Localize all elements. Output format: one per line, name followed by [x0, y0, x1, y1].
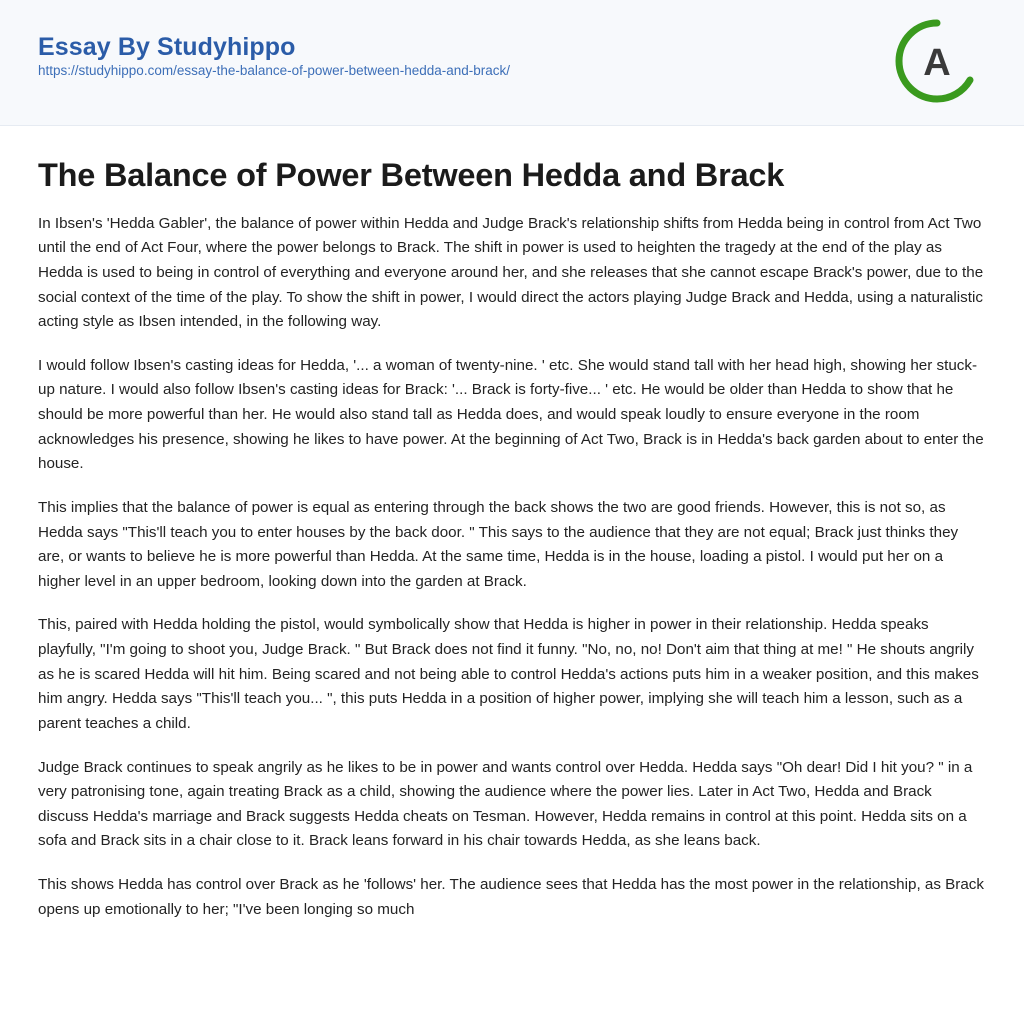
article-paragraph: Judge Brack continues to speak angrily as he likes to be in power and wants control over Hedda. Hedda says "Oh dear! Did I hit you? " in a very patronising tone, again treating Brack as a child, showing the audience where the power lies. Later in Act Two, Hedda and Brack discuss Hedda's marriage and Brack suggests Hedda cheats on Tesman. However, Hedda remains in control at this point. Hedda sits on a sofa and Brack sits in a chair close to it. Brack leans forward in his chair towards Hedda, as she leans back.: [38, 758, 973, 850]
article-body: [0, 126, 1024, 942]
article-paragraph: This, paired with Hedda holding the pistol, would symbolically show that Hedda is higher in power in their relationship. Hedda speaks playfully, "I'm going to shoot you, Judge Brack. " But Brack does not find it funny. "No, no, no! Don't aim that thing at me! " He shouts angrily as he is scared Hedda will hit him. Being scared and not being able to control Hedda's actions puts him in a weaker position, and this makes him angry. Hedda says "This'll teach you... ", this puts Hedda in a position of higher power, implying she will teach him a lesson, such as a parent teaches a child.: [38, 616, 979, 732]
svg-text:A: A: [923, 42, 951, 84]
article-paragraph: This implies that the balance of power is equal as entering through the back shows the two are good friends. However, this is not so, as Hedda says "This'll teach you to enter houses by the back door. " This says to the audience that they are not equal; Brack just thinks they are, or wants to believe he is more powerful than Hedda. At the same time, Hedda is in the house, loading a pistol. I would put her on a higher level in an upper bedroom, looking down into the garden at Brack.: [38, 498, 959, 590]
article-paragraph: In Ibsen's 'Hedda Gabler', the balance of power within Hedda and Judge Brack's relationship shifts from Hedda being in control from Act Two until the end of Act Four, where the power belongs to Brack. The shift in power is used to heighten the tragedy at the end of the play as Hedda is used to being in control of everything and everyone around her, and she releases that she cannot escape Brack's power, due to the social context of the time of the play. To show the shift in power, I would direct the actors playing Judge Brack and Hedda, using a naturalistic acting style as Ibsen intended, in the following way.: [38, 214, 984, 331]
article-paragraph: This shows Hedda has control over Brack as he 'follows' her. The audience sees that Hedda has the most power in the relationship, as Brack opens up emotionally to her; "I've been longing so much: [38, 876, 984, 918]
studyhippo-circle-a-logo-icon: [894, 18, 980, 104]
site-brand: Essay By Studyhippo: [38, 33, 296, 61]
article-paragraph: I would follow Ibsen's casting ideas for Hedda, '... a woman of twenty-nine. ' etc. She would stand tall with her head high, showing her stuck-up nature. I would also follow Ibsen's casting ideas for Brack: '... Brack is forty-five... ' etc. He would be older than Hedda to show that he should be more powerful than her. He would also stand tall as Hedda does, and would speak loudly to ensure everyone in the room acknowledges his presence, showing he likes to have power. At the beginning of Act Two, Brack is in Hedda's back garden about to enter the house.: [38, 356, 984, 473]
source-url-link[interactable]: https://studyhippo.com/essay-the-balance-of-power-between-hedda-and-brack/: [38, 62, 511, 78]
page-title: The Balance of Power Between Hedda and Brack: [38, 157, 785, 193]
site-header: [0, 0, 1024, 126]
